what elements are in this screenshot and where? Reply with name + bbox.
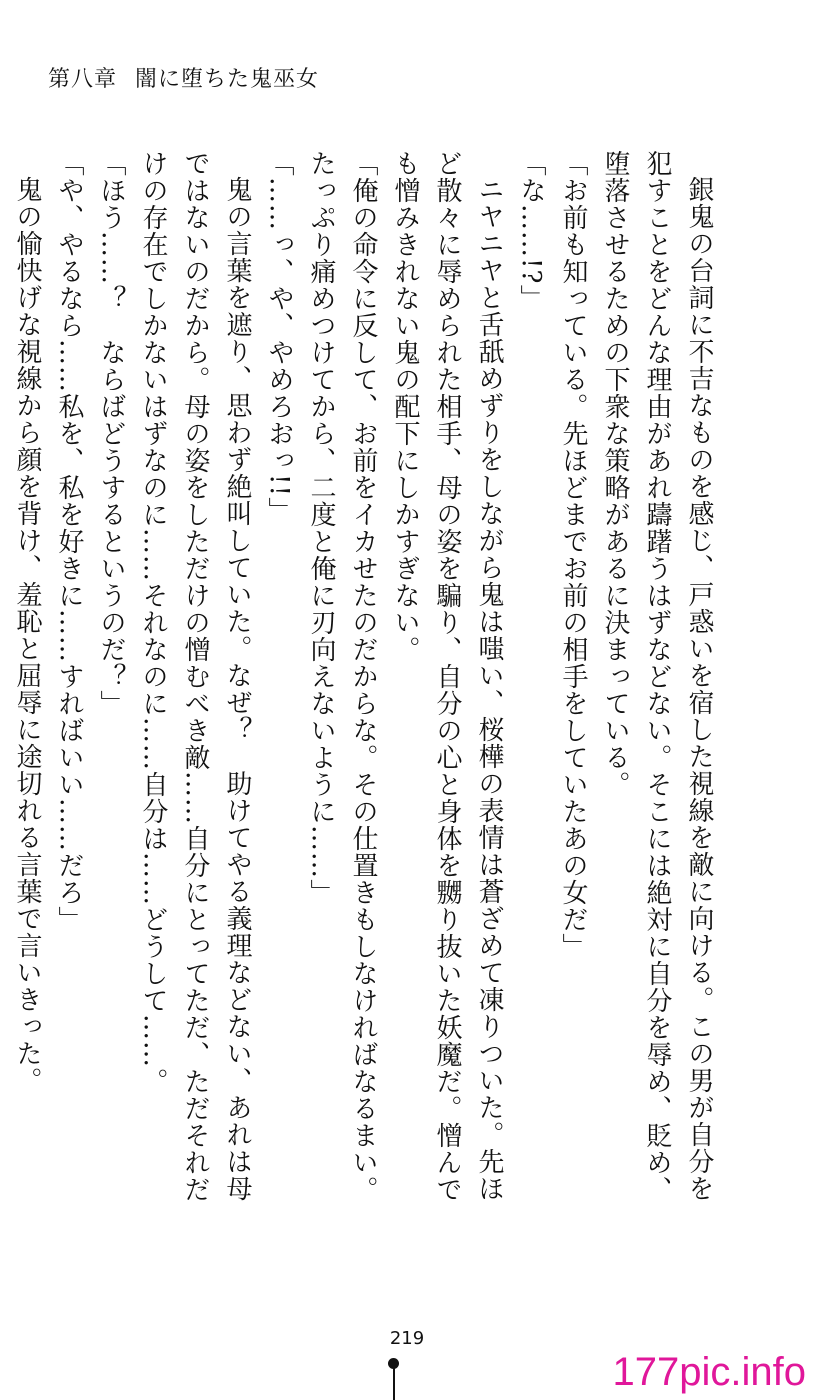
paragraph: 「俺の命令に反して、お前をイカせたのだからな。その仕置きもしなければなるまい。たっぷり痛めつけてから、二度と俺に刃向えないように……」: [306, 150, 378, 1203]
chapter-number: 第八章: [48, 67, 118, 92]
paragraph: ニヤニヤと舌舐めずりをしながら鬼は嗤い、桜樺の表情は蒼ざめて凍りついた。先ほど散々に辱められた相手、母の姿を騙り、自分の心と身体を嬲り抜いた妖魔だ。憎んでも憎みきれない鬼の配下にしかすぎない。: [390, 150, 504, 1203]
running-header: [48, 62, 319, 93]
paragraph: 「……っ、や、やめろおっ!!」: [264, 150, 294, 524]
paragraph: 「な……!?」: [516, 150, 546, 312]
paragraph: 「ほう……？ ならばどうするというのだ？」: [96, 150, 126, 717]
paragraph: [0, 150, 6, 1220]
paragraph: 鬼の愉快げな視線から顔を背け、羞恥と屈辱に途切れる言葉で言いきった。: [12, 176, 42, 1094]
watermark: 177pic.info: [612, 1350, 806, 1394]
paragraph: 「や、やるなら……私を、私を好きに……すればいい……だろ」: [54, 150, 84, 933]
page-number: 219: [389, 1328, 425, 1349]
paragraph: 銀鬼の台詞に不吉なものを感じ、戸惑いを宿した視線を敵に向ける。この男が自分を犯すことをどんな理由があれ躊躇うはずなどない。そこには絶対に自分を辱め、貶め、堕落させるための下衆な策略があるに決まっている。: [600, 150, 714, 1203]
chapter-title: 闇に堕ちた鬼巫女: [135, 67, 320, 92]
vertical-body-text: [12, 150, 720, 1220]
paragraph: 鬼の言葉を遮り、思わず絶叫していた。なぜ？ 助けてやる義理などない、あれは母ではないのだから。母の姿をしただけの憎むべき敵……自分にとってただ、ただそれだけの存在でしかないはずなのに……それなのに……自分は……どうして……。: [138, 150, 252, 1203]
page-marker-line: [393, 1368, 395, 1400]
paragraph: 「お前も知っている。先ほどまでお前の相手をしていたあの女だ」: [558, 150, 588, 960]
